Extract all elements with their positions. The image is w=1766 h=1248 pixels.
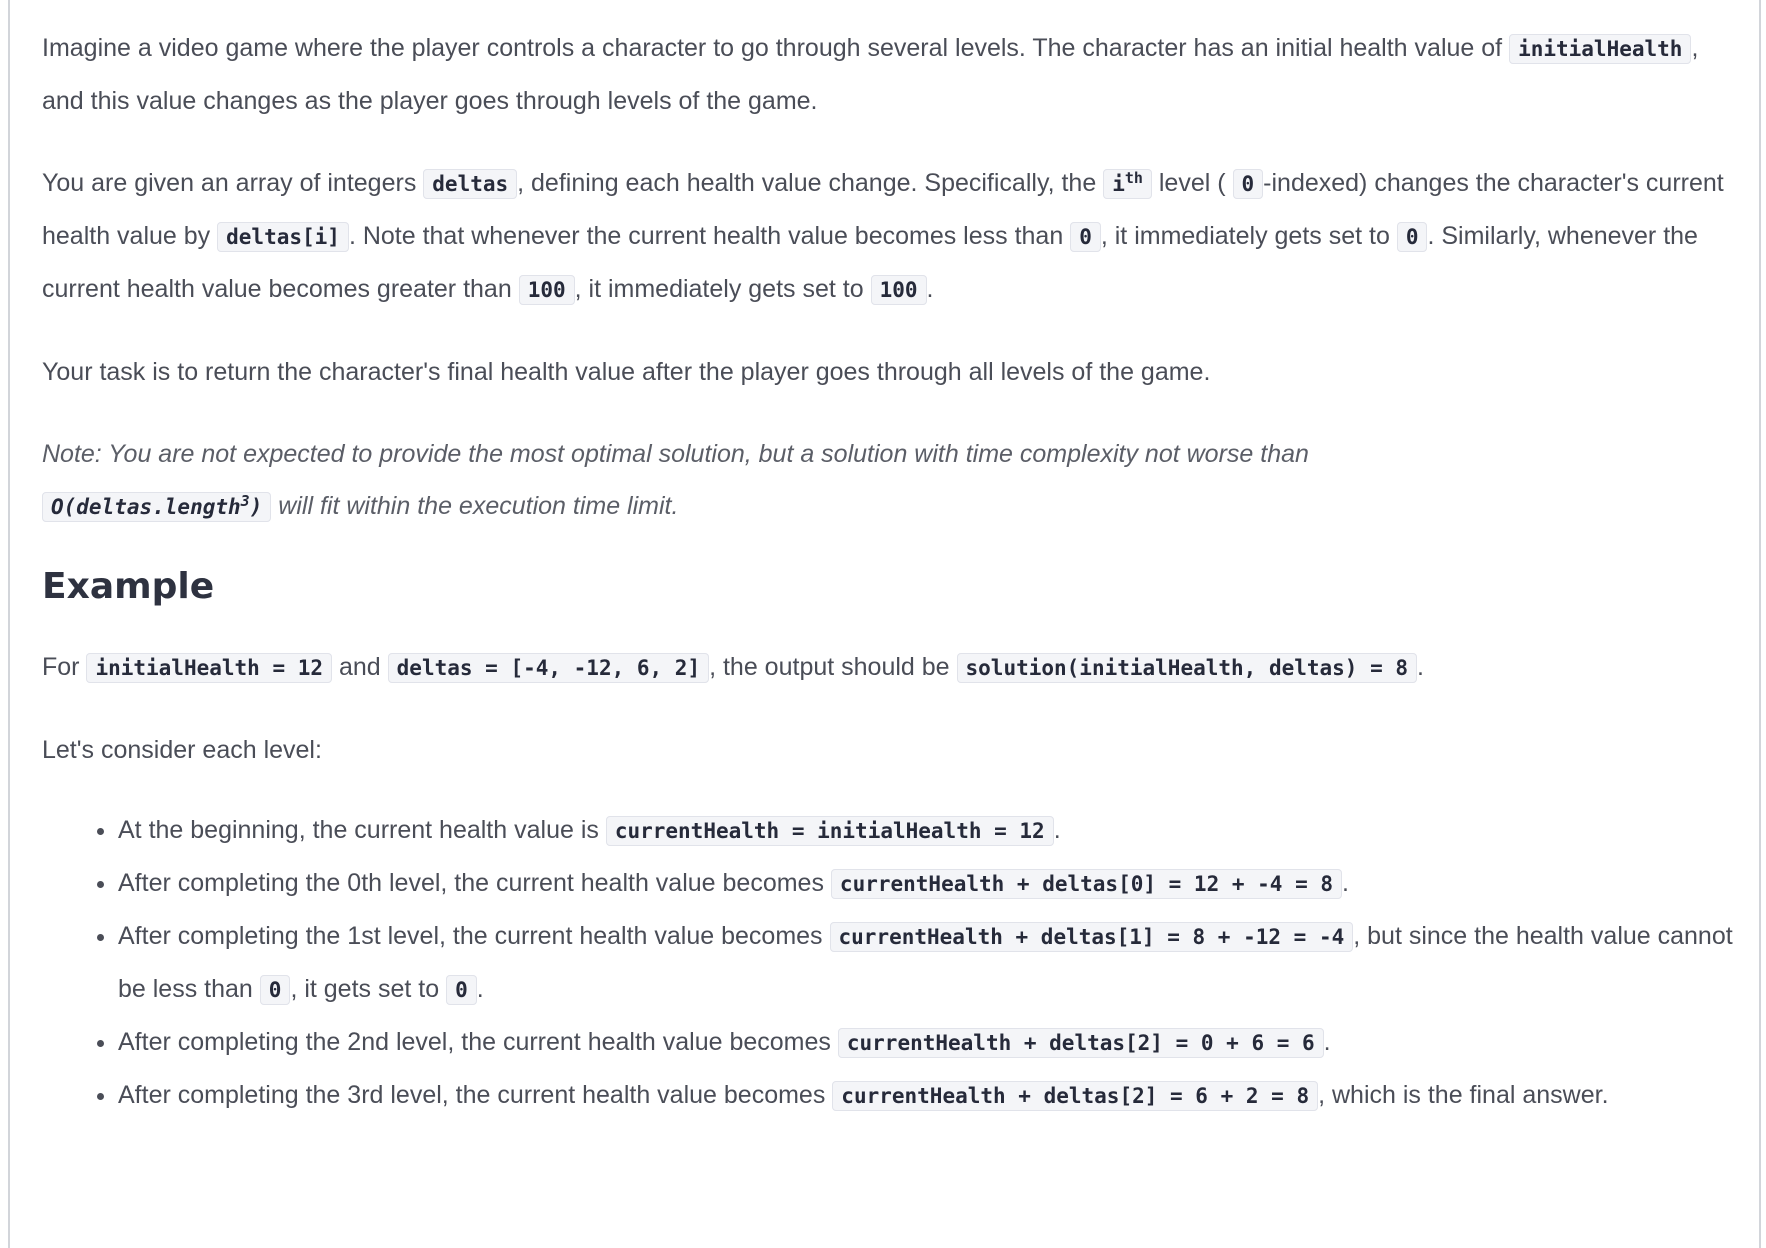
code-th-sup: th [1124, 169, 1143, 187]
problem-description [42, 22, 1742, 1122]
list-item-text-2: , but since the health value cannot be less than [118, 922, 1733, 1003]
list-item-text-end: , which is the final answer. [1318, 1081, 1609, 1109]
list-item-text-end: . [476, 975, 484, 1003]
list-item-code: currentHealth + deltas[1] = 8 + -12 = -4 [830, 922, 1354, 952]
list-item-code: currentHealth + deltas[2] = 6 + 2 = 8 [832, 1081, 1318, 1111]
intro-text-end: , and this value changes as the player goes through levels of the game. [42, 34, 1699, 115]
list-item-text-end: . [1342, 869, 1349, 897]
list-item [118, 1016, 1742, 1069]
code-initial-health: initialHealth [1509, 34, 1691, 64]
code-complexity [42, 492, 271, 522]
code-deltas-i: deltas[i] [217, 222, 349, 252]
code-zero: 0 [1070, 222, 1101, 252]
given-text-5: . Note that whenever the current health value becomes less than [348, 222, 1064, 250]
code-zero: 0 [260, 975, 291, 1005]
list-item-text: At the beginning, the current health value is [118, 816, 599, 844]
list-item-text: After completing the 0th level, the current health value becomes [118, 869, 824, 897]
given-text-8: , it immediately gets set to [574, 275, 864, 303]
list-item-text-end: . [1323, 1028, 1331, 1056]
example-heading: Example [42, 566, 215, 607]
given-text-4: -indexed) changes the character's current health value by [42, 169, 1724, 250]
code-deltas-array: deltas = [-4, -12, 6, 2] [388, 653, 709, 683]
list-item [118, 1069, 1742, 1122]
list-item [118, 857, 1742, 910]
complexity-exponent: 3 [240, 492, 250, 510]
note-text: Note: You are not expected to provide the most optimal solution, but a solution with time complexity not worse than [42, 440, 1309, 468]
example-text-2: and [338, 653, 381, 681]
code-zero: 0 [1397, 222, 1428, 252]
code-initial-health-12: initialHealth = 12 [86, 653, 332, 683]
list-item-text: After completing the 2nd level, the current health value becomes [118, 1028, 831, 1056]
code-solution-call: solution(initialHealth, deltas) = 8 [957, 653, 1418, 683]
code-i-th [1103, 169, 1152, 199]
level-list [42, 804, 1742, 1122]
list-item-text-3: , it gets set to [290, 975, 440, 1003]
intro-paragraph [42, 22, 1742, 127]
problem-panel [8, 0, 1761, 1248]
note-paragraph [42, 428, 1742, 533]
code-hundred: 100 [871, 275, 927, 305]
list-item-code: currentHealth + deltas[2] = 0 + 6 = 6 [838, 1028, 1324, 1058]
given-text-6: , it immediately gets set to [1100, 222, 1390, 250]
complexity-base: O(deltas.length [51, 495, 241, 519]
code-deltas: deltas [423, 169, 517, 199]
code-i: i [1112, 172, 1125, 196]
code-zero: 0 [1233, 169, 1264, 199]
intro-text: Imagine a video game where the player controls a character to go through several levels. The character has an initial health value of [42, 34, 1503, 62]
list-item-text: After completing the 3rd level, the current health value becomes [118, 1081, 826, 1109]
example-text-3: , the output should be [709, 653, 950, 681]
list-item-code: currentHealth + deltas[0] = 12 + -4 = 8 [831, 869, 1342, 899]
note-text-end: will fit within the execution time limit. [278, 492, 679, 520]
given-text-2: , defining each health value change. Specifically, the [517, 169, 1097, 197]
given-text-7: . Similarly, whenever the current health value becomes greater than [42, 222, 1698, 303]
example-text-4: . [1417, 653, 1424, 681]
complexity-end: ) [249, 495, 263, 519]
list-item-text-end: . [1053, 816, 1061, 844]
example-text-1: For [42, 653, 80, 681]
given-text-1: You are given an array of integers [42, 169, 417, 197]
task-paragraph: Your task is to return the character's final health value after the player goes through all levels of the game. [42, 358, 1211, 386]
list-item-text: After completing the 1st level, the current health value becomes [118, 922, 823, 950]
list-item [118, 804, 1742, 857]
consider-text: Let's consider each level: [42, 736, 322, 764]
given-paragraph [42, 157, 1742, 316]
given-text-3: level ( [1158, 169, 1226, 197]
example-paragraph [42, 641, 1742, 694]
code-zero: 0 [446, 975, 477, 1005]
given-text-9: . [926, 275, 934, 303]
list-item-code: currentHealth = initialHealth = 12 [606, 816, 1054, 846]
list-item [118, 910, 1742, 1016]
code-hundred: 100 [519, 275, 575, 305]
